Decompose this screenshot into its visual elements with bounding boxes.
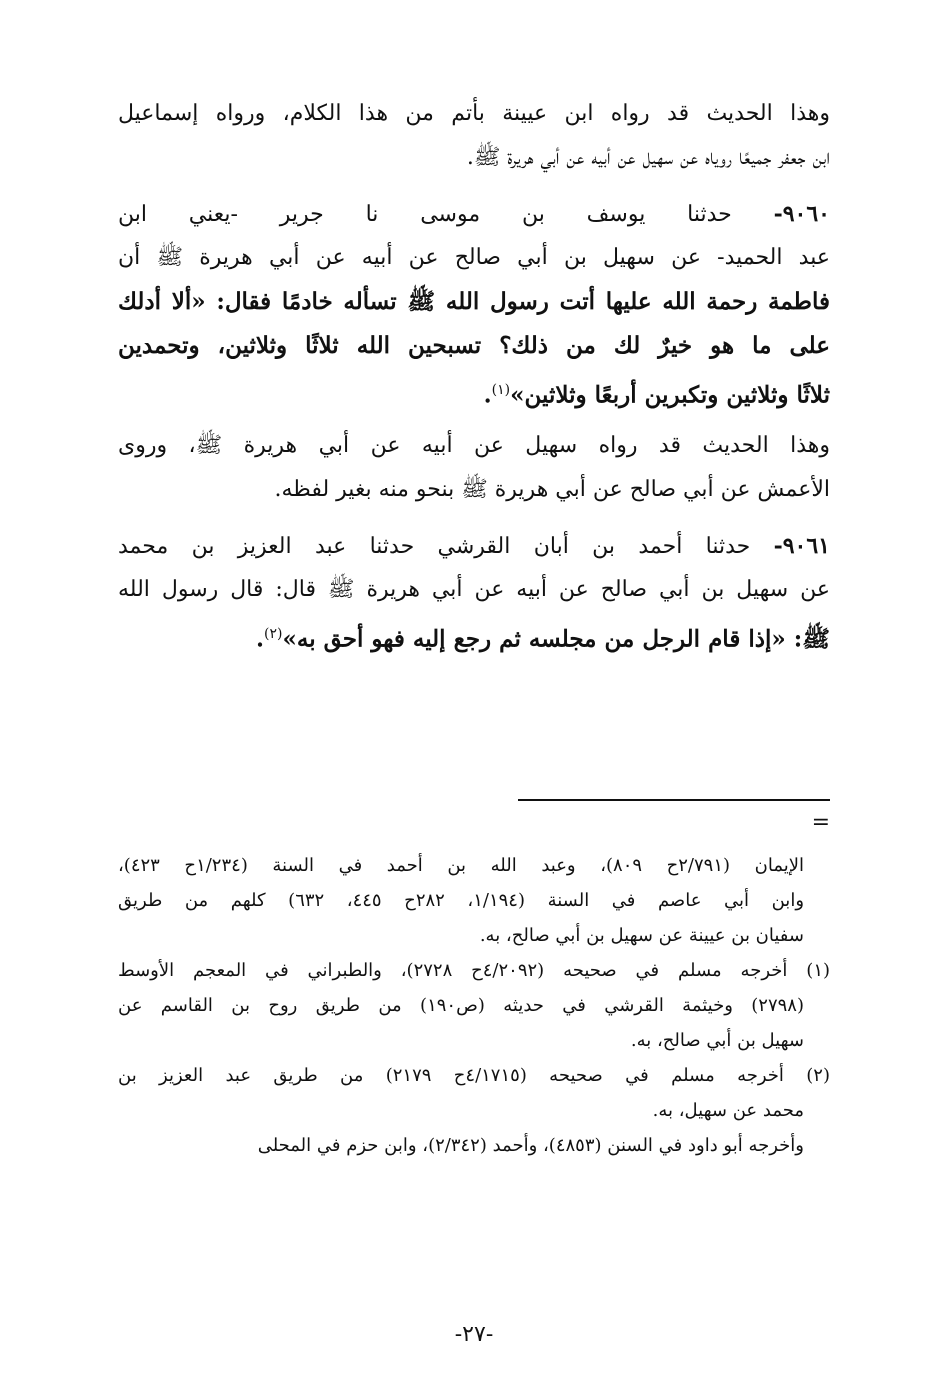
footnote-line: (٢٧٩٨) وخيثمة القرشي في حديثه (ص١٩٠) من طريق روح بن القاسم عن (118, 995, 804, 1016)
footnote-1: (١) أخرجه مسلم في صحيحه (٤/٢٠٩٢ح ٢٧٢٨)، والطبراني في المعجم الأوسط (118, 960, 831, 981)
main-text (118, 92, 830, 668)
footnote-line: وابن أبي عاصم في السنة (١/١٩٤، ٢٨٢ح ٤٤٥، ٦٣٢) كلهم من طريق (118, 890, 805, 911)
text-line: على ما هو خيرٌ لك من ذلك؟ تسبحين الله ثلاثًا وثلاثين، وتحمدين (118, 332, 830, 359)
footnote-2: (٢) أخرجه مسلم في صحيحه (٤/١٧١٥ح ٢١٧٩) من طريق عبد العزيز بن (118, 1065, 830, 1086)
page-number: -٢٧- (454, 1322, 494, 1347)
footnote-line: سفيان بن عيينة عن سهيل بن أبي صالح، به. (479, 925, 804, 946)
text-line: وهذا الحديث قد رواه ابن عيينة بأتم من هذا الكلام، ورواه إسماعيل (118, 101, 830, 126)
catchword: وأخرجه أبو داود في السنن (٤٨٥٣)، وأحمد (٢/٣٤٢)، وابن حزم في المحلى (257, 1135, 804, 1156)
hadith-9061 (118, 524, 830, 656)
footnote-line: سهيل بن أبي صالح، به. (630, 1030, 804, 1051)
hadith-number: ٩٠٦١- (773, 533, 830, 559)
text-line: الأعمش عن أبي صالح عن أبي هريرة ﷺ بنحو منه بغير لفظه. (274, 477, 830, 502)
paragraph-comment (118, 424, 830, 512)
text-line: فاطمة رحمة الله عليها أتت رسول الله ﷺ تسأله خادمًا فقال: «ألا أدلك (118, 288, 830, 315)
footnotes (118, 848, 830, 1163)
footnote-ref: (١) (491, 382, 511, 398)
hadith-number: ٩٠٦٠- (773, 201, 830, 227)
text-line: ٩٠٦٠- حدثنا يوسف بن موسى نا جرير -يعني ابن (118, 201, 830, 227)
text-line: ثلاثًا وثلاثين وتكبرين أربعًا وثلاثين»$^{(١)}$. (483, 381, 830, 409)
text-line: وهذا الحديث قد رواه سهيل عن أبيه عن أبي هريرة ﷺ، وروى (118, 433, 830, 458)
paragraph-intro (118, 92, 830, 180)
text-line: ابن جعفر جميعًا روياه عن سهيل عن أبيه عن أبي هريرة ﷺ. (466, 145, 830, 170)
footnote-separator (518, 799, 830, 801)
text-line: ٩٠٦١- حدثنا أحمد بن أبان القرشي حدثنا عبد العزيز بن محمد (118, 533, 830, 559)
text-line: ﷺ: «إذا قام الرجل من مجلسه ثم رجع إليه فهو أحق به»$^{(٢)}$. (256, 625, 830, 653)
text-line: عبد الحميد- عن سهيل بن أبي صالح عن أبيه عن أبي هريرة ﷺ أن (118, 245, 830, 270)
hadith-9060 (118, 192, 830, 412)
continuation-mark: = (811, 810, 830, 835)
footnote-ref: (٢) (264, 626, 283, 642)
text-line: عن سهيل بن أبي صالح عن أبيه عن أبي هريرة ﷺ قال: قال رسول الله (118, 577, 830, 602)
footnote-line: الإيمان (٢/٧٩١ح ٨٠٩)، وعبد الله بن أحمد في السنة (١/٢٣٤ح ٤٢٣)، (118, 855, 805, 876)
footnote-line (118, 1128, 830, 1163)
footnote-line: محمد عن سهيل، به. (652, 1100, 804, 1121)
